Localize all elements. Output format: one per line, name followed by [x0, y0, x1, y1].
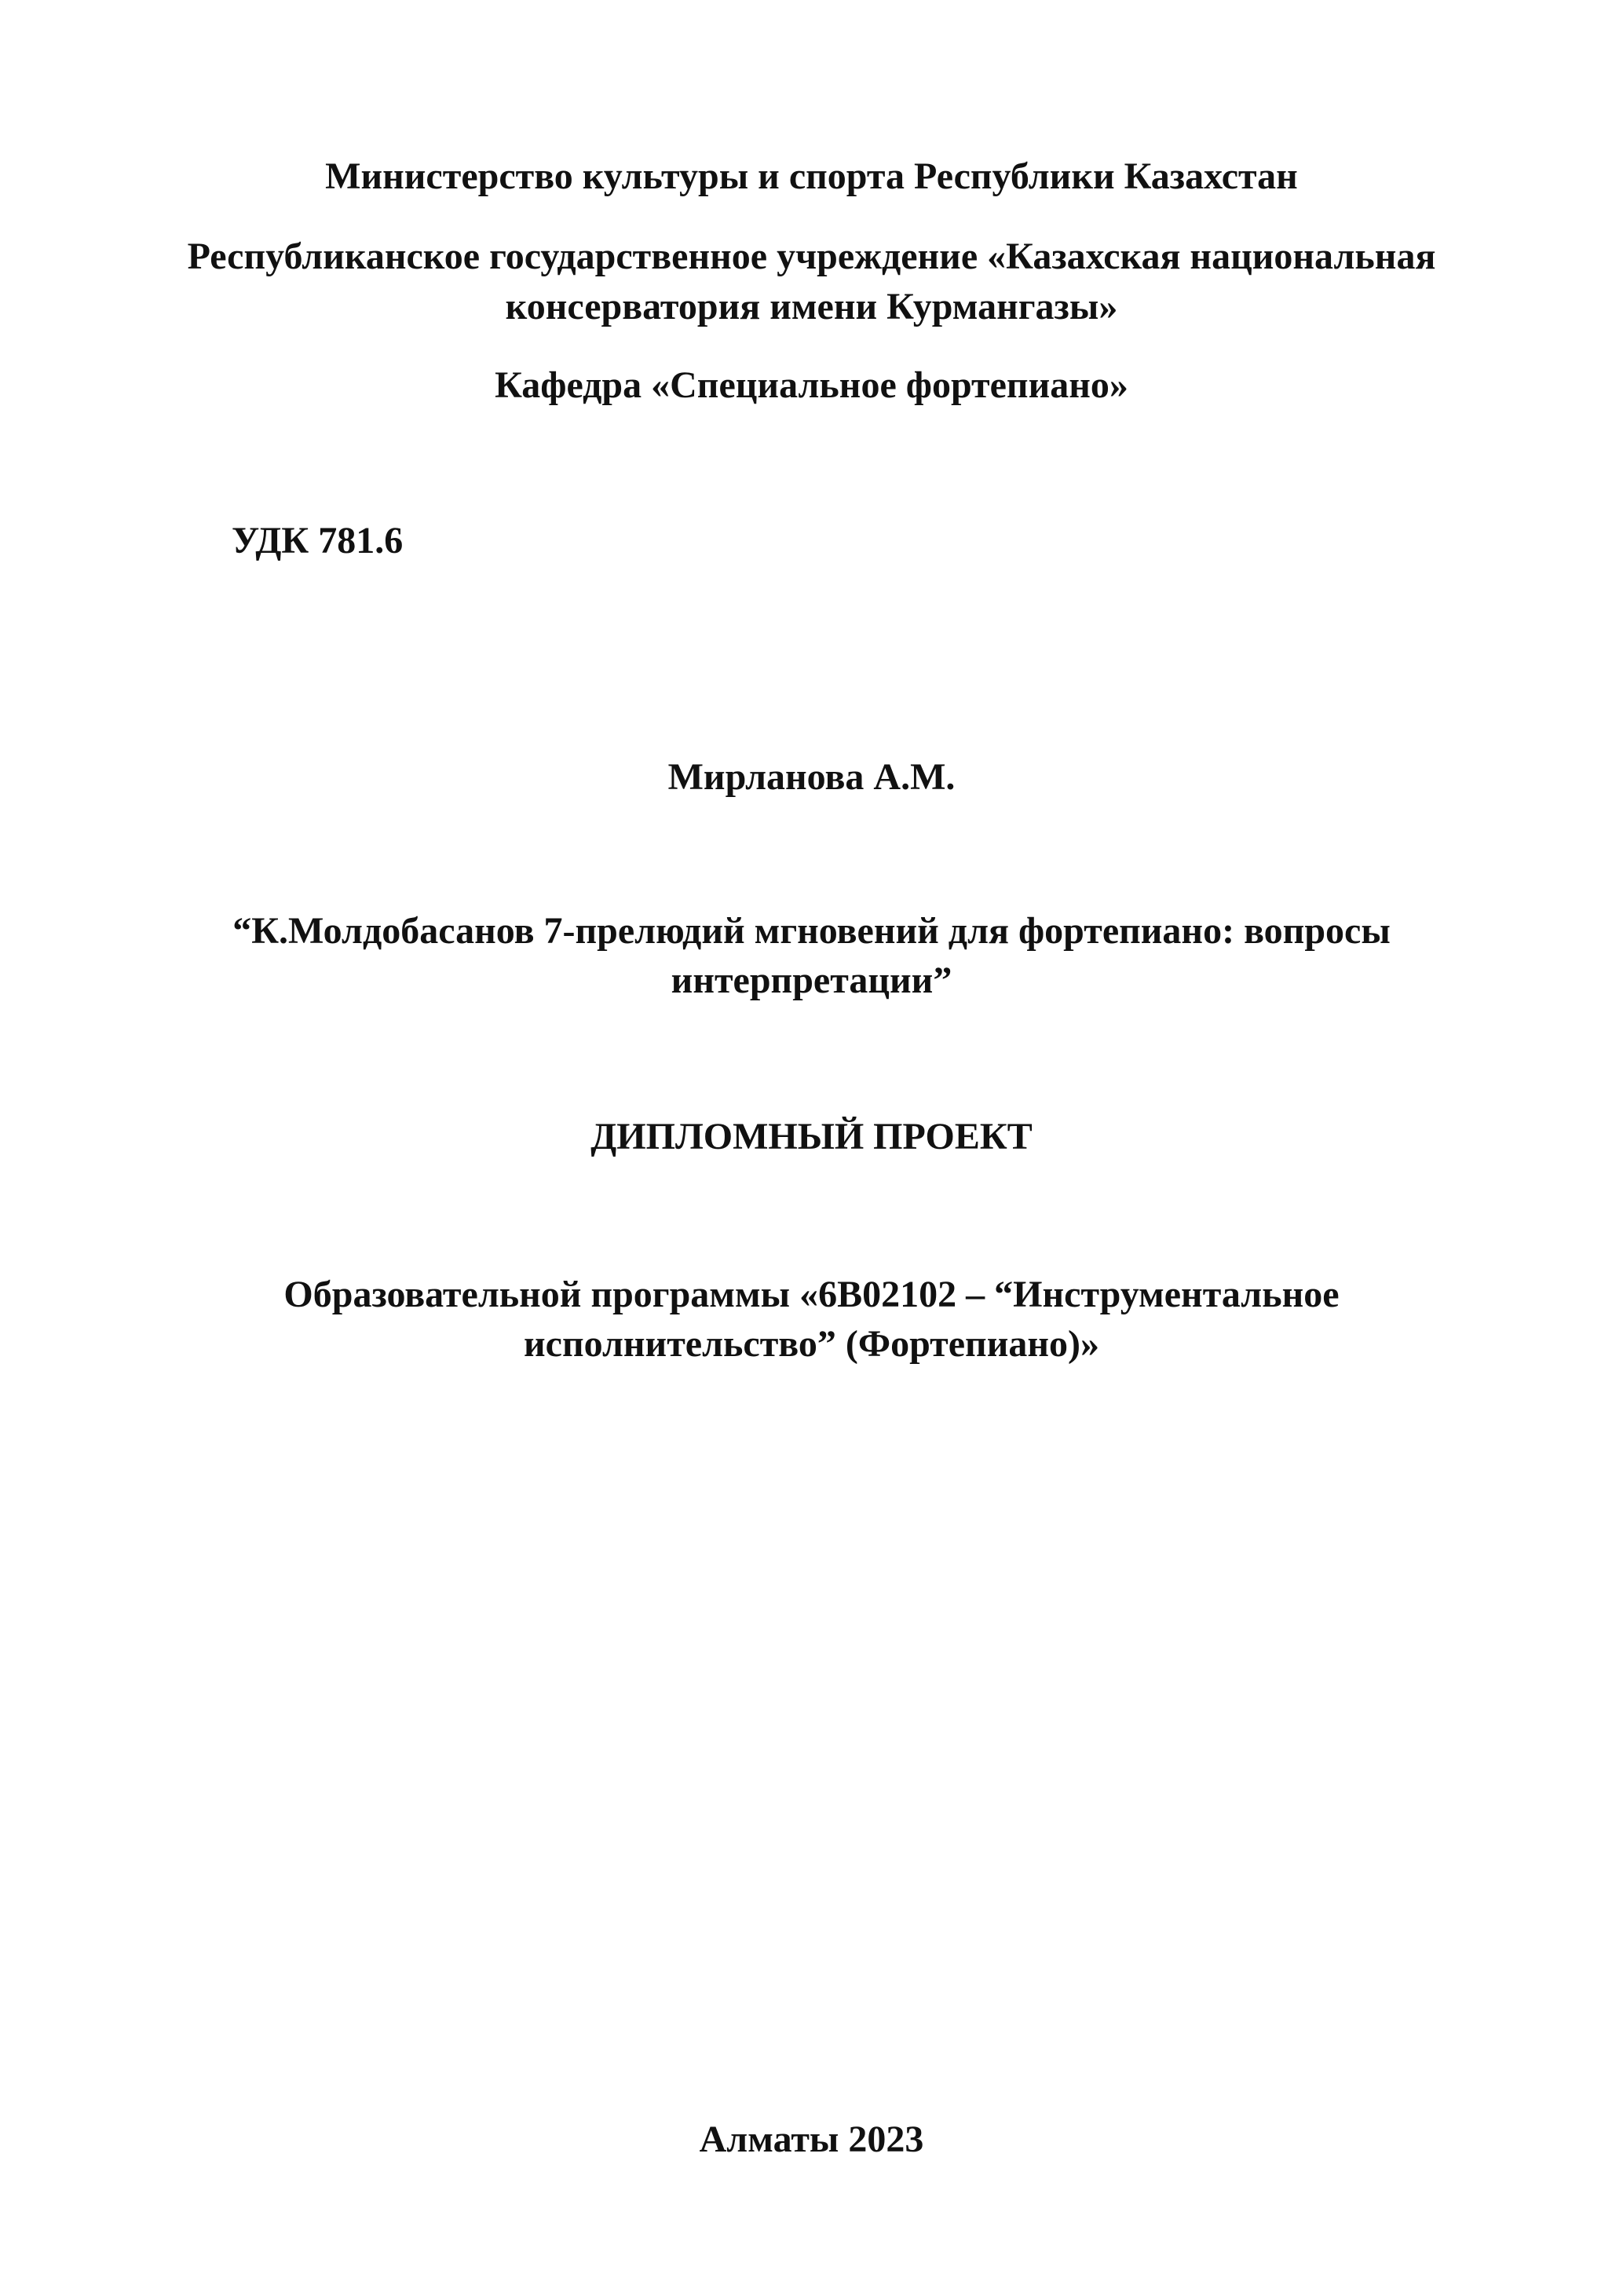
- udk-code: УДК 781.6: [232, 520, 404, 561]
- author-name: Мирланова А.М.: [667, 756, 956, 798]
- thesis-title-line-1: “К.Молдобасанов 7-прелюдий мгновений для фортепиано: вопросы: [232, 910, 1391, 952]
- ministry-line: Министерство культуры и спорта Республики Казахстан: [325, 155, 1298, 197]
- city-year: Алматы 2023: [699, 2119, 924, 2160]
- institution-line-1: Республиканское государственное учреждение «Казахская национальная: [187, 236, 1436, 277]
- program-line-2: исполнительство” (Фортепиано)»: [523, 1323, 1099, 1365]
- program-line-1: Образовательной программы «6В02102 – “Инструментальное: [283, 1274, 1340, 1315]
- document-type: ДИПЛОМНЫЙ ПРОЕКТ: [590, 1116, 1033, 1157]
- thesis-title-line-2: интерпретации”: [671, 960, 952, 1001]
- institution-line-2: консерватория имени Курмангазы»: [505, 286, 1118, 327]
- department-line: Кафедра «Специальное фортепиано»: [495, 364, 1128, 406]
